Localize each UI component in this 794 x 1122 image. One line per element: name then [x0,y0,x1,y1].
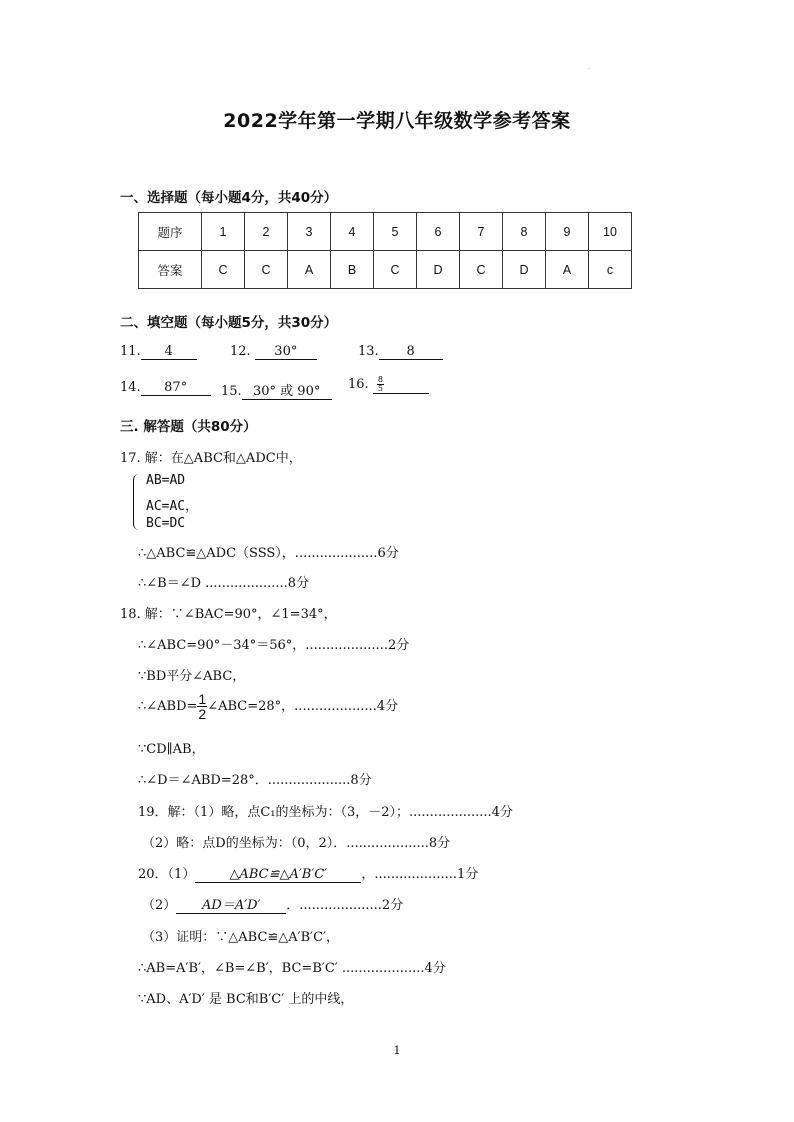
q20-line1: 20．（1） △ABC≌△A′B′C′ ，....................1分 [138,867,479,882]
answer-table [138,212,632,289]
q20-line4: ∴AB=A′B′，∠B=∠B′，BC=B′C′ ....................4分 [138,961,446,976]
table-cell: C [202,251,245,289]
table-cell: C [460,251,503,289]
q18-line5: ∴∠D＝∠ABD=28°．....................8分 [138,773,372,788]
table-cell: 3 [288,213,331,251]
fill-q15-answer: 30° 或 90° [242,380,332,400]
fill-q11-answer: 4 [141,344,197,360]
fill-q12-answer: 30° [255,344,317,360]
q17-intro: 17. 解：在△ABC和△ADC中， [120,451,302,466]
q17-line1: ∴△ABC≌△ADC（SSS），....................6分 [138,546,399,561]
q18-line1: ∴∠ABC=90°－34°＝56°，....................2分 [138,638,410,653]
section2-heading: 二、填空题（每小题5分，共30分） [120,315,338,331]
q18-line3: ∴∠ABD= $\frac{1}{2}$ ∠ABC=28°，....................4分 [138,691,399,722]
fill-q13: 13. 8 [358,344,443,360]
q17-eq1: AB=AD [146,473,186,488]
fill-q14: 14. 87° [120,380,211,396]
table-cell: D [503,251,546,289]
scan-dot: · [588,66,590,73]
fill-q14-answer: 87° [141,380,211,396]
table-header-cell: 答案 [139,251,202,289]
fraction-half: $\frac{1}{2}$ [198,691,207,722]
table-cell: c [589,251,632,289]
table-cell: C [245,251,288,289]
table-header-cell: 题序 [139,213,202,251]
q18-intro: 18. 解：∵∠BAC=90°，∠1=34°， [120,607,337,622]
brace-symbol [133,474,142,530]
fill-q16-answer [373,376,429,394]
q20-line5: ∵AD、A′D′ 是 BC和B′C′ 上的中线， [138,992,354,1007]
table-cell: C [374,251,417,289]
q17-line2: ∴∠B＝∠D ....................8分 [138,576,310,591]
table-cell: 9 [546,213,589,251]
q18-line4: ∵CD∥AB， [138,742,205,757]
table-cell: D [417,251,460,289]
fill-q11: 11. 4 [120,344,197,360]
section1-heading: 一、选择题（每小题4分，共40分） [120,190,338,206]
table-cell: B [331,251,374,289]
section3-heading: 三. 解答题（共80分） [120,419,257,435]
table-cell: 5 [374,213,417,251]
q19-line1: 19．解：（1）略，点C₁的坐标为：（3，－2）；....................4分 [138,805,513,820]
table-cell: 1 [202,213,245,251]
table-cell: 2 [245,213,288,251]
table-cell: 7 [460,213,503,251]
q17-eq3: BC=DC [146,516,186,531]
table-cell: 6 [417,213,460,251]
q20-2-answer: AD＝A′D′ [176,894,286,914]
fill-q15: 15. 30° 或 90° [221,380,332,400]
q19-line2: （2）略：点D的坐标为：（0，2）．....................8分 [142,836,451,851]
q20-1-answer: △ABC≌△A′B′C′ [195,867,361,883]
document-title: 2022学年第一学期八年级数学参考答案 [223,110,571,132]
fill-q16: 16. $\frac{8}{5}$ [348,376,429,394]
q18-line2: ∵BD平分∠ABC， [138,669,246,684]
fill-q13-answer: 8 [379,344,443,360]
q20-line3: （3）证明：∵△ABC≌△A′B′C′， [142,930,340,945]
table-cell: A [546,251,589,289]
table-cell: 8 [503,213,546,251]
fraction: $\frac{8}{5}$ [377,375,383,393]
page-number: 1 [393,1044,401,1057]
table-row-answers [139,251,632,289]
q17-eq2: AC=AC， [146,499,199,514]
table-cell: A [288,251,331,289]
fill-q12: 12. 30° [230,344,317,360]
q20-line2: （2） AD＝A′D′ ．....................2分 [142,894,403,914]
table-cell: 4 [331,213,374,251]
table-row-numbers [139,213,632,251]
table-cell: 10 [589,213,632,251]
